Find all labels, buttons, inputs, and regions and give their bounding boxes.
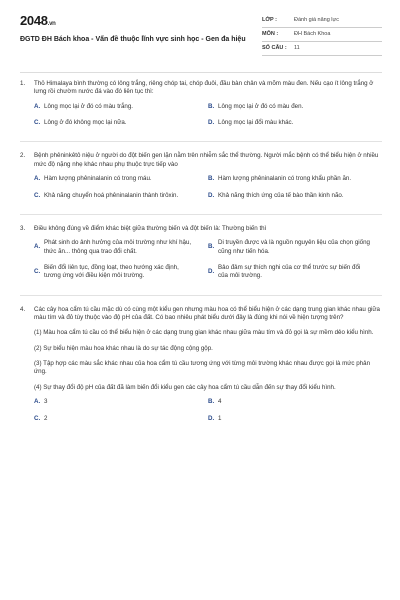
question-3	[20, 225, 382, 289]
option-b[interactable]	[208, 175, 382, 191]
question-stem	[20, 306, 382, 393]
question-divider	[20, 214, 382, 215]
option-letter: D.	[208, 119, 215, 127]
logo-suffix: .vn	[47, 21, 56, 27]
question-text: Thỏ Himalaya bình thường có lông trắng, riêng chóp tai, chóp đuôi, đầu bàn chân và mõm màu đen. Nếu cạo ít lông trắng ở lưng rồi chườm nước đá vào đó liên tục thì:	[34, 80, 374, 96]
option-c[interactable]	[34, 192, 208, 208]
option-a[interactable]	[34, 175, 208, 191]
option-text: Bảo đảm sự thích nghi của cơ thể trước sự biến đổi của môi trường.	[218, 263, 361, 280]
meta-value: Đánh giá năng lực	[294, 16, 339, 23]
option-letter: A.	[34, 243, 41, 251]
document-title: ĐGTD ĐH Bách khoa - Vấn đề thuộc lĩnh vực sinh học - Gen đa hiệu	[20, 35, 246, 43]
option-c[interactable]	[34, 119, 208, 135]
statement-3: (3) Tập hợp các màu sắc khác nhau của hoa cẩm tú cầu tương ứng với từng môi trường khác nhau được gọi là mức phản ứng.	[34, 360, 371, 376]
option-letter: B.	[208, 243, 215, 251]
header	[20, 12, 382, 66]
option-a[interactable]	[34, 103, 208, 119]
option-d[interactable]	[208, 415, 382, 431]
option-a[interactable]	[34, 398, 208, 414]
answer-options	[34, 398, 382, 431]
question-1	[20, 80, 382, 135]
question-number: 4.	[20, 305, 26, 313]
option-letter: C.	[34, 268, 41, 276]
option-text: Phát sinh do ảnh hưởng của môi trường như khí hậu, thức ăn... thông qua trao đổi chất.	[44, 239, 192, 255]
option-text: Hàm lượng phêninalanin có trong khẩu phần ăn.	[218, 175, 352, 183]
option-d[interactable]	[208, 119, 382, 135]
question-divider	[20, 295, 382, 296]
question-body	[34, 306, 382, 393]
statement-4: (4) Sự thay đổi độ pH của đất đã làm biến đổi kiểu gen các cây hoa cẩm tú cầu dẫn đến sự thay đổi kiểu hình.	[34, 383, 336, 391]
question-stem	[20, 225, 382, 233]
option-b[interactable]	[208, 239, 382, 264]
option-letter: A.	[34, 102, 41, 110]
option-letter: C.	[34, 119, 41, 127]
answer-options	[34, 175, 382, 208]
question-text: Điều không đúng về điểm khác biệt giữa thường biến và đột biến là: Thường biến thì	[34, 224, 267, 232]
question-number: 3.	[20, 224, 26, 232]
option-letter: B.	[208, 398, 215, 406]
site-logo[interactable]	[20, 12, 250, 30]
question-2	[20, 152, 382, 207]
header-left	[20, 12, 250, 66]
option-c[interactable]	[34, 415, 208, 431]
option-text: 1	[218, 414, 222, 422]
header-divider	[20, 72, 382, 73]
option-a[interactable]	[34, 239, 208, 264]
meta-value: ĐH Bách Khoa	[294, 30, 331, 37]
option-letter: B.	[208, 102, 215, 110]
option-text: Hàm lượng phêninalanin có trong máu.	[44, 175, 152, 183]
option-text: 4	[218, 398, 222, 406]
question-number: 2.	[20, 152, 26, 160]
option-text: Lông mọc lại ở đó có màu đen.	[218, 102, 304, 110]
answer-options	[34, 103, 382, 136]
question-list	[20, 80, 382, 431]
meta-table	[262, 14, 382, 66]
statement-1: (1) Màu hoa cẩm tú cầu có thể biểu hiện ở các dạng trung gian khác nhau giữa màu tím và đỏ gọi là sự mềm dẻo kiểu hình.	[34, 329, 374, 337]
option-text: Biến đổi liên tục, đồng loạt, theo hướng xác định, tương ứng với điều kiện môi trường.	[44, 263, 179, 280]
option-letter: A.	[34, 175, 41, 183]
statement-2: (2) Sự biểu hiện màu hoa khác nhau là do sự tác động cộng gộp.	[34, 344, 213, 352]
option-text: 2	[44, 414, 48, 422]
option-letter: C.	[34, 191, 41, 199]
option-text: Lông mọc lại ở đó có màu trắng.	[44, 102, 134, 110]
option-b[interactable]	[208, 398, 382, 414]
option-b[interactable]	[208, 103, 382, 119]
option-text: 3	[44, 398, 48, 406]
option-text: Khả năng chuyển hoá phêninalanin thành tirôxin.	[44, 191, 179, 199]
question-4	[20, 306, 382, 431]
option-letter: A.	[34, 398, 41, 406]
question-text: Bệnh phêninkêtô niệu ở người do đột biến gen lặn nằm trên nhiễm sắc thể thường. Người mắc bệnh có thể biểu hiện ở nhiều mức độ nặng nhẹ khác nhau phụ thuộc trực tiếp vào	[34, 152, 379, 168]
meta-value: 11	[294, 44, 300, 51]
question-number: 1.	[20, 80, 26, 87]
option-letter: D.	[208, 191, 215, 199]
option-d[interactable]	[208, 192, 382, 208]
meta-key: SỐ CÂU :	[262, 44, 287, 51]
option-d[interactable]	[208, 264, 382, 289]
question-text: Các cây hoa cẩm tú cầu mặc dù có cùng một kiểu gen nhưng màu hoa có thể biểu hiện ở các dạng trung gian khác nhau giữa màu tím và đỏ tùy thuộc vào độ pH của đất. Có bao nhiêu phát biểu dưới đây là đúng khi nói về hiện tượng trên?	[34, 305, 380, 322]
option-c[interactable]	[34, 264, 208, 289]
option-letter: D.	[208, 268, 215, 276]
meta-row-count	[262, 42, 382, 56]
option-text: Lông mọc lại đổi màu khác.	[218, 119, 294, 127]
question-stem	[20, 152, 382, 169]
meta-row-subject	[262, 28, 382, 42]
question-stem	[20, 80, 382, 97]
question-divider	[20, 141, 382, 142]
option-letter: C.	[34, 414, 41, 422]
answer-options	[34, 239, 382, 288]
option-letter: B.	[208, 175, 215, 183]
option-text: Lông ở đó không mọc lại nữa.	[44, 119, 127, 127]
option-letter: D.	[208, 414, 215, 422]
option-text: Khả năng thích ứng của tế bào thần kinh não.	[218, 191, 344, 199]
meta-row-class	[262, 14, 382, 28]
option-text: Di truyền được và là nguồn nguyên liệu của chọn giống cũng như tiến hóa.	[218, 239, 370, 255]
logo-main: 2048	[20, 13, 48, 28]
meta-key: LỚP :	[262, 16, 277, 23]
meta-key: MÔN :	[262, 30, 279, 37]
